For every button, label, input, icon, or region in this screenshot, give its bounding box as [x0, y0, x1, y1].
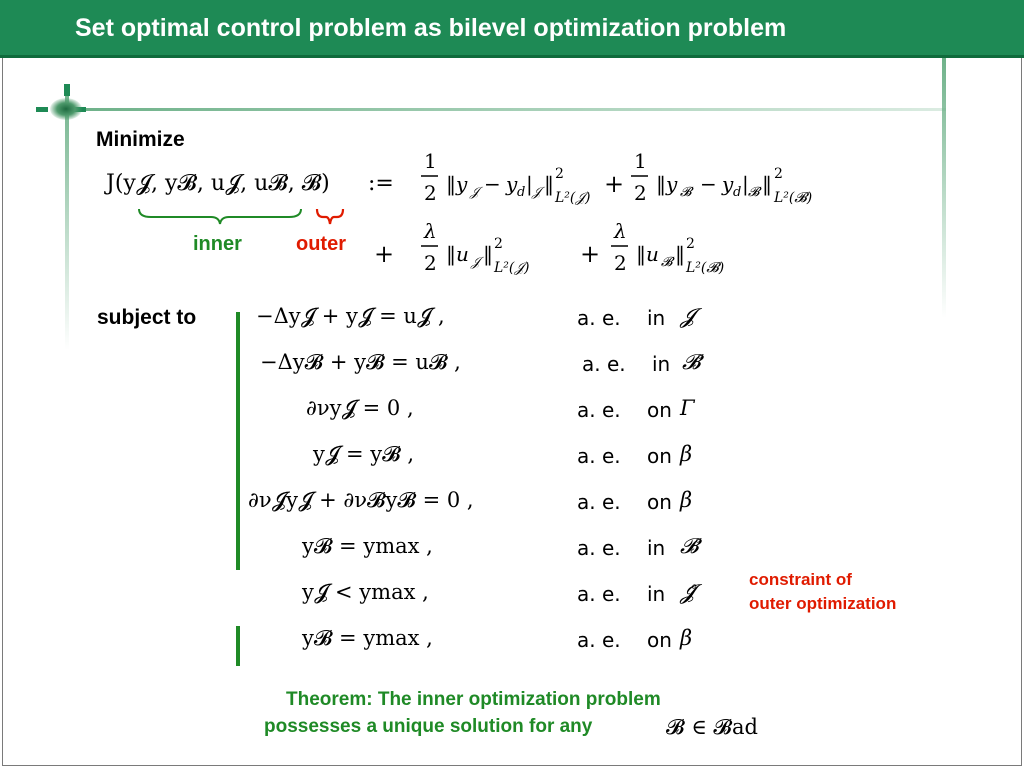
decorative-dash-top	[64, 84, 70, 96]
svg-text:+: +	[604, 170, 625, 198]
svg-text:d: d	[733, 185, 742, 200]
theorem-line2: possesses a unique solution for any	[264, 716, 593, 737]
constraint-where-label: on	[647, 398, 672, 422]
svg-text:‖u: ‖u	[446, 242, 469, 266]
constraint-domain: 𝓑̊	[680, 534, 699, 558]
outer-constraints-bar	[236, 626, 240, 666]
svg-text:‖: ‖	[544, 172, 554, 196]
constraint-where-label: in	[652, 352, 671, 376]
constraint-equation: y𝓙 < ymax ,	[302, 580, 429, 604]
constraint-where-label: in	[647, 582, 666, 606]
svg-text:|: |	[742, 172, 749, 196]
title-bar	[0, 0, 1024, 58]
constraint-equation: −Δy𝓙 + y𝓙 = u𝓙 ,	[256, 304, 445, 328]
slide-title: Set optimal control problem as bilevel optimization problem	[75, 14, 787, 42]
constraint-equation: y𝓙 = y𝓑 ,	[313, 442, 415, 466]
decorative-horizontal-line	[86, 108, 946, 111]
svg-text:−: −	[484, 172, 501, 196]
svg-text:𝓑: 𝓑	[748, 185, 760, 200]
constraint-domain: β	[680, 626, 693, 650]
constraint-note-line1: constraint of	[749, 570, 852, 589]
constraint-ae-label: a. e.	[577, 582, 621, 606]
constraint-where-label: on	[647, 444, 672, 468]
constraint-ae-label: a. e.	[577, 490, 621, 514]
svg-text:1: 1	[634, 150, 647, 173]
objective-lhs	[106, 171, 330, 196]
svg-text:L²(𝓑): L²(𝓑)	[774, 190, 813, 206]
svg-text:y: y	[506, 172, 518, 196]
svg-text:‖: ‖	[483, 242, 493, 266]
constraint-ae-label: a. e.	[577, 306, 621, 330]
constraint-where-label: in	[647, 306, 666, 330]
constraint-equation: −Δy𝓑 + y𝓑 = u𝓑 ,	[260, 350, 461, 374]
decorative-vertical-line-right	[942, 58, 946, 318]
constraint-note-line2: outer optimization	[749, 594, 897, 613]
outer-underbrace	[314, 206, 346, 228]
constraint-where-label: on	[647, 628, 672, 652]
svg-text:2: 2	[555, 166, 564, 182]
svg-text:‖y: ‖y	[446, 172, 468, 196]
objective-term1-svg	[418, 150, 928, 220]
outer-label: outer	[296, 233, 346, 255]
constraint-where-label: on	[647, 490, 672, 514]
svg-text:2: 2	[634, 181, 647, 205]
inner-underbrace	[136, 206, 306, 228]
svg-text:L²(𝒥): L²(𝒥)	[494, 260, 530, 276]
constraint-ae-label: a. e.	[577, 536, 621, 560]
decorative-vertical-line-left	[65, 88, 69, 350]
svg-text:𝓑: 𝓑	[661, 255, 673, 270]
svg-text:L²(𝒥): L²(𝒥)	[555, 190, 591, 206]
constraint-domain: 𝓑̊	[682, 350, 701, 374]
constraint-domain: Γ	[680, 396, 695, 420]
svg-text:2: 2	[686, 236, 695, 252]
objective-lhs-text: J(y𝓙, y𝓑, u𝓙, u𝓑, 𝓑)	[106, 171, 330, 196]
svg-text:2: 2	[774, 166, 783, 182]
decorative-glow-dot	[50, 98, 82, 120]
svg-text:|: |	[526, 172, 533, 196]
svg-text:‖y: ‖y	[656, 172, 678, 196]
constraint-ae-label: a. e.	[582, 352, 626, 376]
svg-text:y: y	[722, 172, 734, 196]
svg-text:𝒥: 𝒥	[532, 185, 541, 200]
constraint-domain: β	[680, 442, 693, 466]
svg-text:‖: ‖	[675, 242, 685, 266]
constraint-where-label: in	[647, 536, 666, 560]
svg-text:‖: ‖	[762, 172, 772, 196]
theorem-math: 𝓑 ∈ 𝓑ad	[666, 715, 758, 739]
objective-term2-svg	[370, 218, 790, 282]
svg-text:𝒥: 𝒥	[470, 185, 479, 200]
inner-label: inner	[193, 233, 242, 255]
subject-to-label: subject to	[97, 306, 197, 329]
minimize-label: Minimize	[96, 128, 185, 151]
constraint-ae-label: a. e.	[577, 398, 621, 422]
objective-defeq: :=	[368, 171, 394, 196]
constraint-ae-label: a. e.	[577, 444, 621, 468]
constraint-ae-label: a. e.	[577, 628, 621, 652]
svg-text:2: 2	[614, 251, 627, 275]
svg-text:λ: λ	[424, 219, 437, 243]
objective-term2	[370, 218, 790, 282]
theorem-line1: Theorem: The inner optimization problem	[286, 689, 661, 710]
svg-text:+: +	[374, 240, 395, 268]
constraint-equation: ∂ν𝓙y𝓙 + ∂ν𝓑y𝓑 = 0 ,	[248, 488, 474, 512]
svg-text:λ: λ	[614, 219, 627, 243]
svg-text:‖u: ‖u	[636, 242, 659, 266]
constraint-equation: y𝓑 = ymax ,	[302, 534, 433, 558]
svg-text:𝓑: 𝓑	[680, 185, 692, 200]
inner-constraints-bar	[236, 312, 240, 570]
svg-text:𝒥: 𝒥	[471, 255, 480, 270]
constraint-equation: ∂νy𝓙 = 0 ,	[306, 396, 414, 420]
svg-text:d: d	[517, 185, 526, 200]
svg-text:L²(𝓑): L²(𝓑)	[686, 260, 725, 276]
constraint-domain: β	[680, 488, 693, 512]
constraint-domain: 𝓙̊	[680, 580, 695, 604]
svg-text:2: 2	[424, 181, 437, 205]
constraint-equation: y𝓑 = ymax ,	[302, 626, 433, 650]
svg-text:2: 2	[424, 251, 437, 275]
svg-text:1: 1	[424, 150, 437, 173]
svg-text:2: 2	[494, 236, 503, 252]
objective-term1	[418, 150, 928, 220]
decorative-dash-left	[36, 107, 48, 112]
svg-text:−: −	[700, 172, 717, 196]
svg-text:+: +	[580, 240, 601, 268]
constraint-domain: 𝓙	[680, 304, 695, 328]
